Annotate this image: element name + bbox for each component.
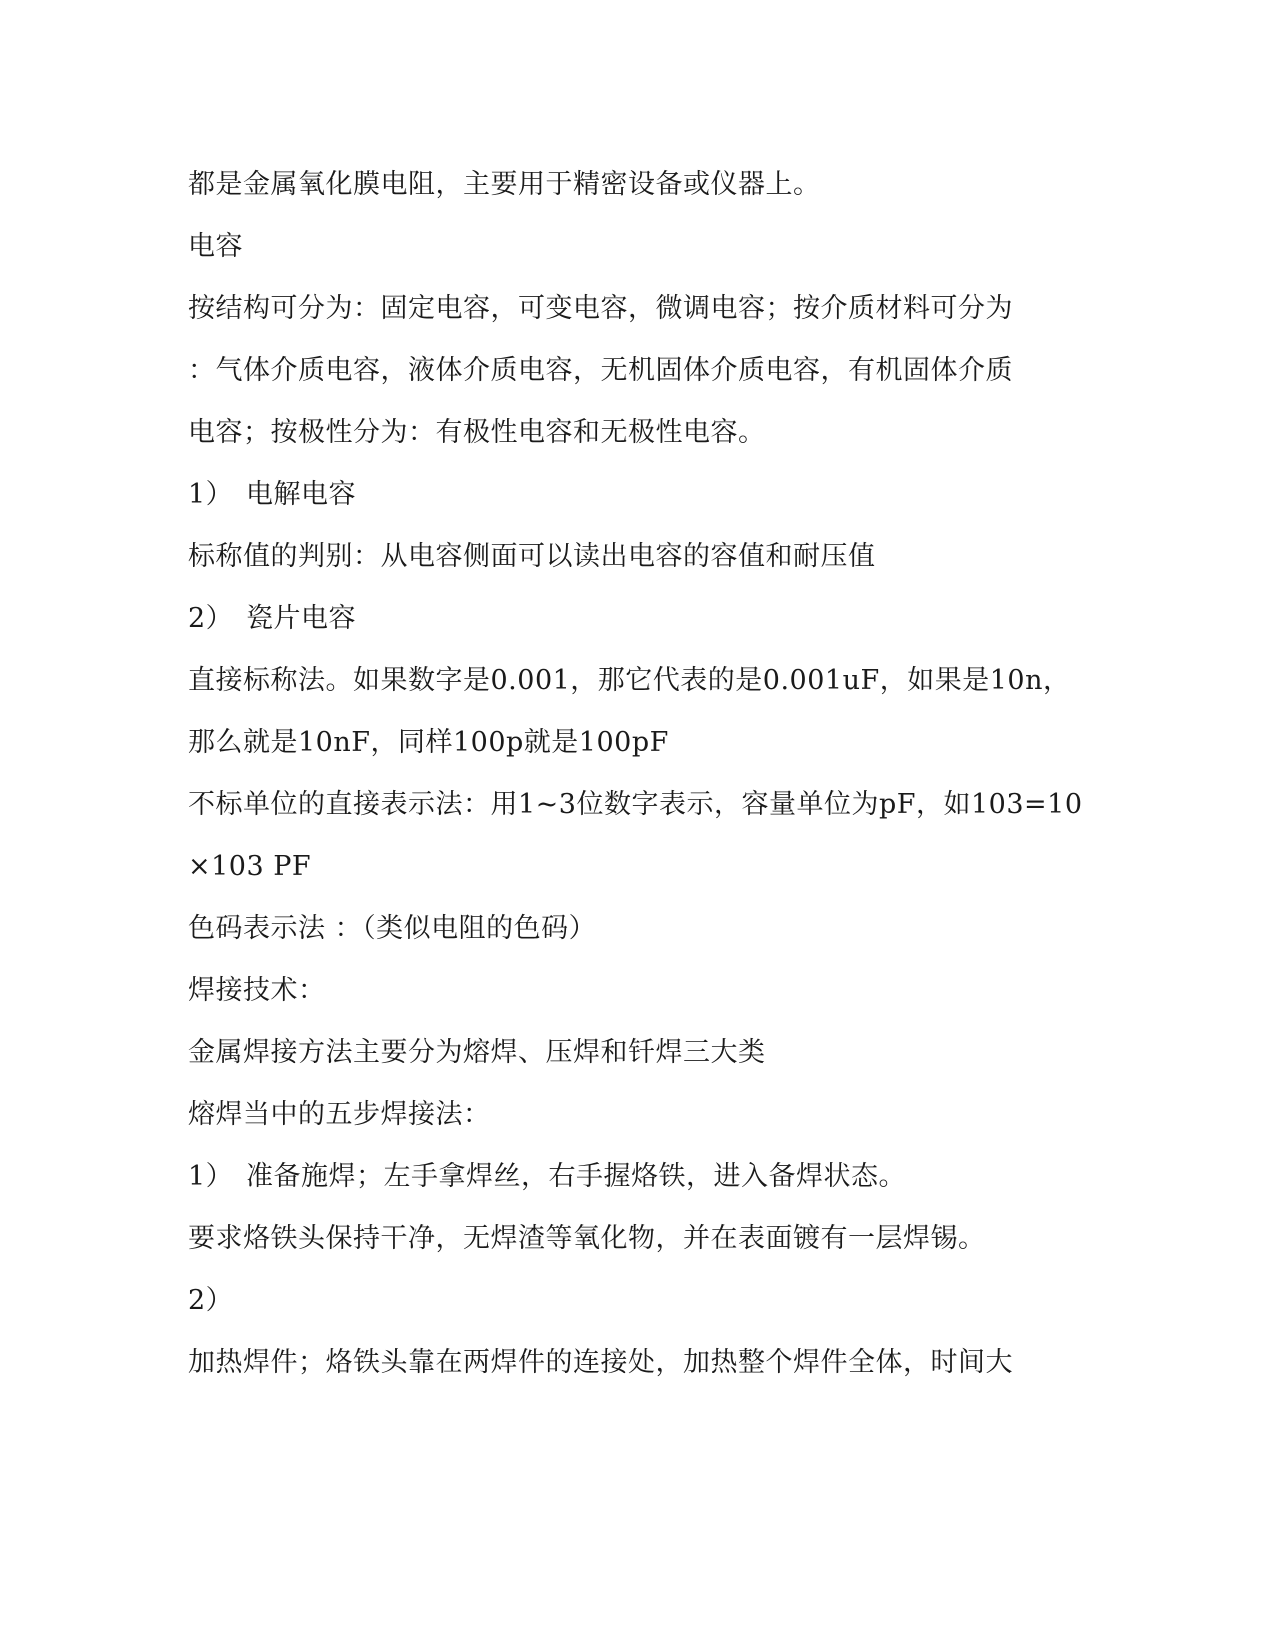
- paragraph-line: 加热焊件；烙铁头靠在两焊件的连接处，加热整个焊件全体，时间大: [188, 1347, 1013, 1378]
- list-number: 1）: [188, 479, 234, 510]
- list-item: [188, 478, 356, 512]
- paragraph-line: ：气体介质电容，液体介质电容，无机固体介质电容，有机固体介质: [188, 355, 1013, 386]
- paragraph-line: 都是金属氧化膜电阻，主要用于精密设备或仪器上。: [188, 169, 821, 200]
- list-number: 2）: [188, 1285, 234, 1316]
- paragraph-line: 标称值的判别：从电容侧面可以读出电容的容值和耐压值: [188, 541, 876, 572]
- list-number: 2）: [188, 603, 234, 634]
- section-heading-soldering: 焊接技术：: [188, 975, 326, 1006]
- list-text: 瓷片电容: [246, 603, 356, 634]
- paragraph-line: 色码表示法 ：（类似电阻的色码）: [188, 913, 597, 944]
- paragraph-line: 要求烙铁头保持干净，无焊渣等氧化物，并在表面镀有一层焊锡。: [188, 1223, 986, 1254]
- list-number: 1）: [188, 1161, 234, 1192]
- list-item: [188, 1160, 906, 1194]
- paragraph-line: 熔焊当中的五步焊接法：: [188, 1099, 491, 1130]
- paragraph-line: 金属焊接方法主要分为熔焊、压焊和钎焊三大类: [188, 1037, 766, 1068]
- paragraph-line: 不标单位的直接表示法：用1~3位数字表示，容量单位为pF，如103=10: [188, 789, 1083, 820]
- paragraph-line: 按结构可分为：固定电容，可变电容，微调电容；按介质材料可分为: [188, 293, 1013, 324]
- paragraph-line: 直接标称法。如果数字是0.001，那它代表的是0.001uF，如果是10n，: [188, 665, 1071, 696]
- paragraph-line: 那么就是10nF，同样100p就是100pF: [188, 727, 669, 758]
- list-item: [188, 1284, 246, 1318]
- section-heading-capacitor: 电容: [188, 231, 243, 262]
- paragraph-line: 电容；按极性分为：有极性电容和无极性电容。: [188, 417, 766, 448]
- list-text: 准备施焊；左手拿焊丝，右手握烙铁，进入备焊状态。: [246, 1161, 906, 1192]
- list-text: 电解电容: [246, 479, 356, 510]
- paragraph-line: ×103 PF: [188, 851, 312, 882]
- list-item: [188, 602, 356, 636]
